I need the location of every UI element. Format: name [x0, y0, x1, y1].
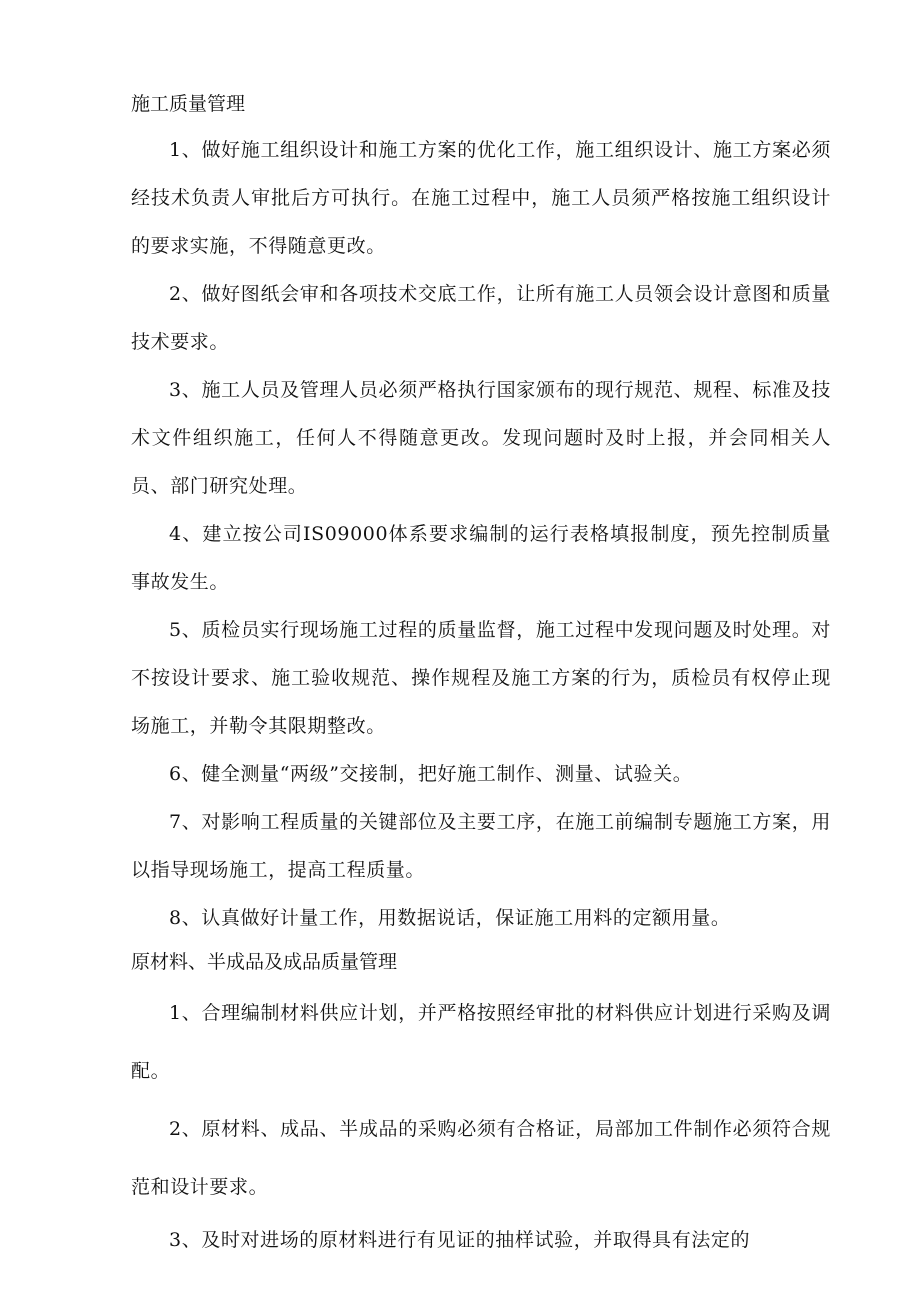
section-heading-materials-quality: 原材料、半成品及成品质量管理 — [131, 951, 398, 973]
paragraph-8: 8、认真做好计量工作，用数据说话，保证施工用料的定额用量。 — [169, 907, 731, 929]
paragraph-3: 3、施工人员及管理人员必须严格执行国家颁布的现行规范、规程、标准及技术文件组织施工，任何人不得随意更改。发现问题时及时上报，并会同相关人员、部门研究处理。 — [131, 379, 831, 497]
paragraph-materials-2: 2、原材料、成品、半成品的采购必须有合格证，局部加工件制作必须符合规范和设计要求。 — [131, 1118, 831, 1198]
paragraph-materials-1: 1、合理编制材料供应计划，并严格按照经审批的材料供应计划进行采购及调配。 — [131, 1002, 831, 1082]
document-body — [131, 86, 831, 1264]
paragraph-7: 7、对影响工程质量的关键部位及主要工序，在施工前编制专题施工方案，用以指导现场施工，提高工程质量。 — [131, 811, 831, 881]
paragraph-2: 2、做好图纸会审和各项技术交底工作，让所有施工人员领会设计意图和质量技术要求。 — [131, 283, 831, 353]
paragraph-5: 5、质检员实行现场施工过程的质量监督，施工过程中发现问题及时处理。对不按设计要求、施工验收规范、操作规程及施工方案的行为，质检员有权停止现场施工，并勒令其限期整改。 — [131, 619, 831, 737]
paragraph-materials-3: 3、及时对进场的原材料进行有见证的抽样试验，并取得具有法定的 — [169, 1229, 751, 1251]
section-heading-construction-quality: 施工质量管理 — [131, 93, 246, 115]
paragraph-1: 1、做好施工组织设计和施工方案的优化工作，施工组织设计、施工方案必须经技术负责人审批后方可执行。在施工过程中，施工人员须严格按施工组织设计的要求实施，不得随意更改。 — [131, 139, 831, 257]
paragraph-4: 4、建立按公司IS09000体系要求编制的运行表格填报制度，预先控制质量事故发生。 — [131, 523, 831, 593]
paragraph-6: 6、健全测量“两级”交接制，把好施工制作、测量、试验关。 — [169, 763, 693, 785]
